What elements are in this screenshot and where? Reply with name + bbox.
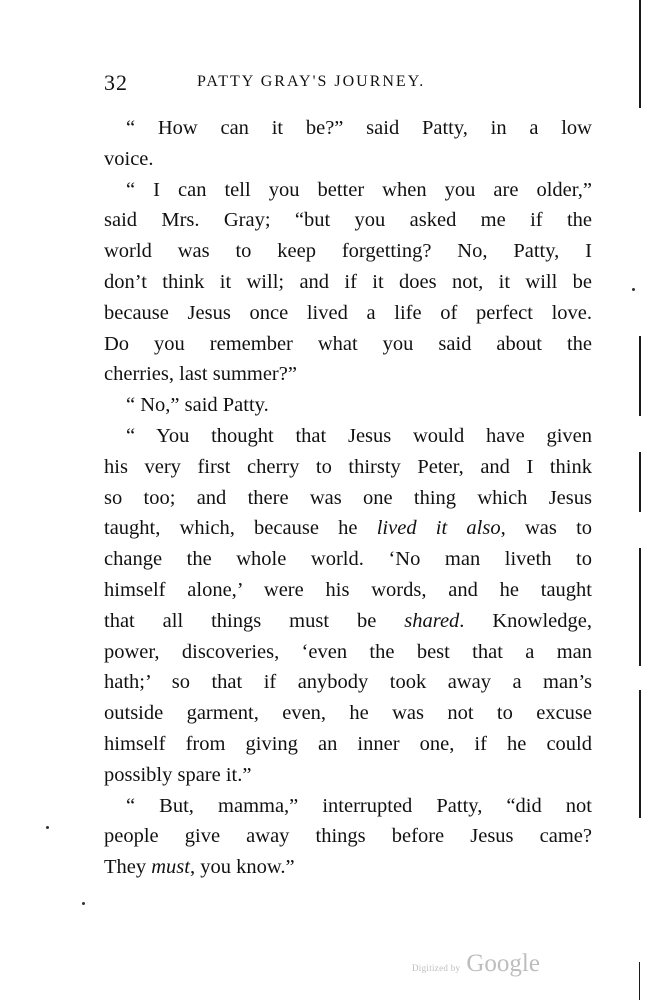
text-segment: , you know.”	[189, 856, 295, 879]
page-edge-line	[639, 548, 641, 666]
text-line	[104, 852, 592, 883]
text-line: his very first cherry to thirsty Peter, and I think	[104, 455, 592, 478]
text-line: himself from giving an inner one, if he could	[104, 732, 592, 755]
text-line: because Jesus once lived a life of perfect love.	[104, 301, 592, 324]
text-line: possibly spare it.”	[104, 763, 252, 786]
scan-speck	[82, 902, 85, 905]
italic-text: shared	[404, 609, 460, 632]
text-line	[104, 606, 592, 637]
watermark-google: Google	[466, 950, 540, 977]
text-segment: They	[104, 856, 152, 879]
text-line: cherries, last summer?”	[104, 363, 297, 386]
page-edge-line	[639, 962, 640, 1000]
text-line: “ I can tell you better when you are older,”	[126, 178, 592, 201]
google-watermark	[412, 950, 540, 978]
text-line: people give away things before Jesus came?	[104, 825, 592, 848]
watermark-digitized-by: Digitized by	[412, 963, 461, 973]
text-line: “ No,” said Patty.	[126, 394, 269, 417]
text-line: said Mrs. Gray; “but you asked me if the	[104, 209, 592, 232]
text-line: hath;’ so that if anybody took away a man’s	[104, 671, 592, 694]
scan-speck	[632, 288, 635, 291]
text-line: outside garment, even, he was not to excuse	[104, 702, 592, 725]
text-line: change the whole world. ‘No man liveth to	[104, 548, 592, 571]
scan-speck	[46, 826, 49, 829]
text-segment: . Knowledge,	[459, 609, 592, 632]
text-line: world was to keep forgetting? No, Patty, I	[104, 240, 592, 263]
running-head: PATTY GRAY'S JOURNEY.	[197, 73, 426, 90]
page-edge-line	[639, 336, 641, 416]
text-line: “ How can it be?” said Patty, in a low	[126, 117, 592, 139]
text-line: Do you remember what you said about the	[104, 332, 592, 355]
text-segment: that all things must be	[104, 609, 405, 632]
text-line: so too; and there was one thing which Jesus	[104, 486, 592, 509]
text-line: power, discoveries, ‘even the best that a man	[104, 640, 592, 663]
page-edge-line	[639, 690, 641, 818]
italic-text: lived it also	[376, 517, 501, 540]
text-segment: , was to	[500, 517, 593, 540]
italic-text: must	[151, 856, 190, 879]
page-edge-line	[639, 452, 641, 512]
text-line: “ But, mamma,” interrupted Patty, “did not	[126, 794, 592, 817]
text-line: voice.	[104, 147, 154, 170]
page-number: 32	[104, 70, 128, 95]
text-line: “ You thought that Jesus would have given	[126, 424, 592, 447]
page-header	[104, 70, 592, 98]
page-edge-line	[639, 0, 641, 108]
text-line	[104, 513, 592, 544]
text-segment: taught, which, because he	[104, 517, 377, 540]
text-line: don’t think it will; and if it does not, it will be	[104, 270, 592, 293]
body-text	[104, 113, 592, 883]
text-line: himself alone,’ were his words, and he taught	[104, 578, 592, 601]
